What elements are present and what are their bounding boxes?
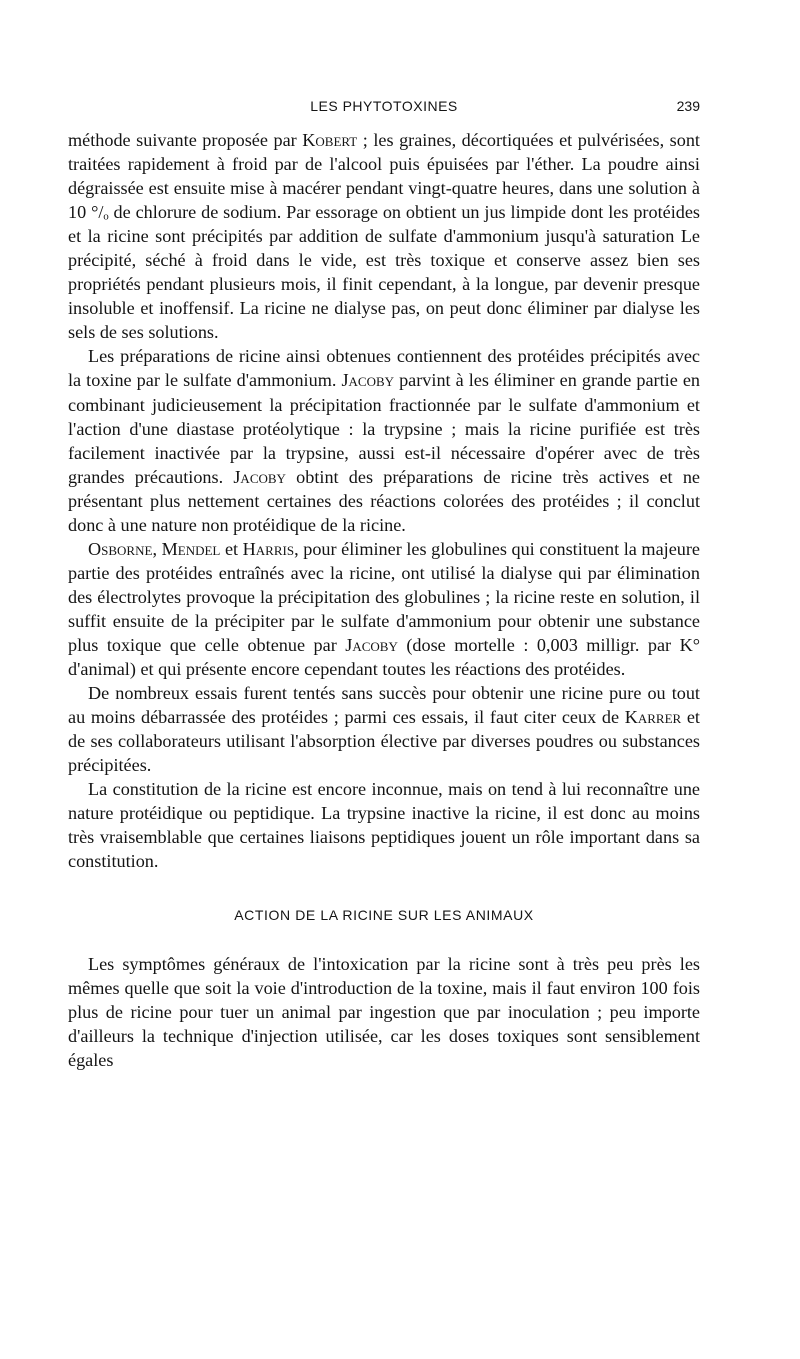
paragraph-5: La constitution de la ricine est encore inconnue, mais on tend à lui reconnaître une nature protéidique ou peptidique. La trypsine inactive la ricine, il est donc au moins très vraisemblable que certaines liaisons peptidiques jouent un rôle important dans sa constitution. <box>68 779 700 872</box>
paragraph-2: Les préparations de ricine ainsi obtenues contiennent des protéides précipités avec la toxine par le sulfate d'ammonium. Jacoby parvint à les éliminer en grande partie en combinant judicieusement la précipitation fractionnée par le sulfate d'ammonium et l'action d'une diastase protéolytique : la trypsine ; mais la ricine purifiée est très facilement inactivée par la trypsine, aussi est-il nécessaire d'opérer avec de très grandes précautions. Jacoby obtint des préparations de ricine très actives et ne présentant plus nettement certaines des réactions colorées des protéides ; il conclut donc à une nature non protéidique de la ricine. <box>68 346 700 535</box>
paragraph-4: De nombreux essais furent tentés sans succès pour obtenir une ricine pure ou tout au moins débarrassée des protéides ; parmi ces essais, il faut citer ceux de Karrer et de ses collaborateurs utilisant l'absorption élective par diverses poudres ou substances précipitées. <box>68 683 700 776</box>
section-title: ACTION DE LA RICINE SUR LES ANIMAUX <box>234 907 534 924</box>
running-title: LES PHYTOTOXINES <box>310 98 458 114</box>
paragraph-6: Les symptômes généraux de l'intoxication par la ricine sont à très peu près les mêmes quelle que soit la voie d'introduction de la toxine, mais il faut environ 100 fois plus de ricine pour tuer un animal par ingestion que par inoculation ; peu importe d'ailleurs la technique d'injection utilisée, car les doses toxiques sont sensiblement égales <box>68 953 700 1070</box>
paragraph-3: Osborne, Mendel et Harris, pour éliminer les globulines qui constituent la majeure partie des protéides entraînés avec la ricine, ont utilisé la dialyse qui par élimination des électrolytes provoque la précipitation des globulines ; la ricine reste en solution, il suffit ensuite de la précipiter par le sulfate d'ammonium pour obtenir une substance plus toxique que celle obtenue par Jacoby (dose mortelle : 0,003 milligr. par K° d'animal) et qui présente encore cependant toutes les réactions des protéides. <box>68 538 700 680</box>
paragraph-1: méthode suivante proposée par Kobert ; les graines, décortiquées et pulvérisées, sont traitées rapidement à froid par de l'alcool puis épuisées par l'éther. La poudre ainsi dégraissée est ensuite mise à macérer pendant vingt-quatre heures, dans une solution à 10 °/ₒ de chlorure de sodium. Par essorage on obtient un jus limpide dont les protéides et la ricine sont précipités par addition de sulfate d'ammonium jusqu'à saturation Le précipité, séché à froid dans le vide, est très toxique et conserve assez bien ses propriétés pendant plusieurs mois, il finit cependant, à la longue, par devenir presque insoluble et inoffensif. La ricine ne dialyse pas, on peut donc éliminer par dialyse les sels de ses solutions. <box>68 130 700 343</box>
body-text <box>68 128 700 1072</box>
running-head <box>68 98 700 126</box>
page-number: 239 <box>676 98 700 114</box>
